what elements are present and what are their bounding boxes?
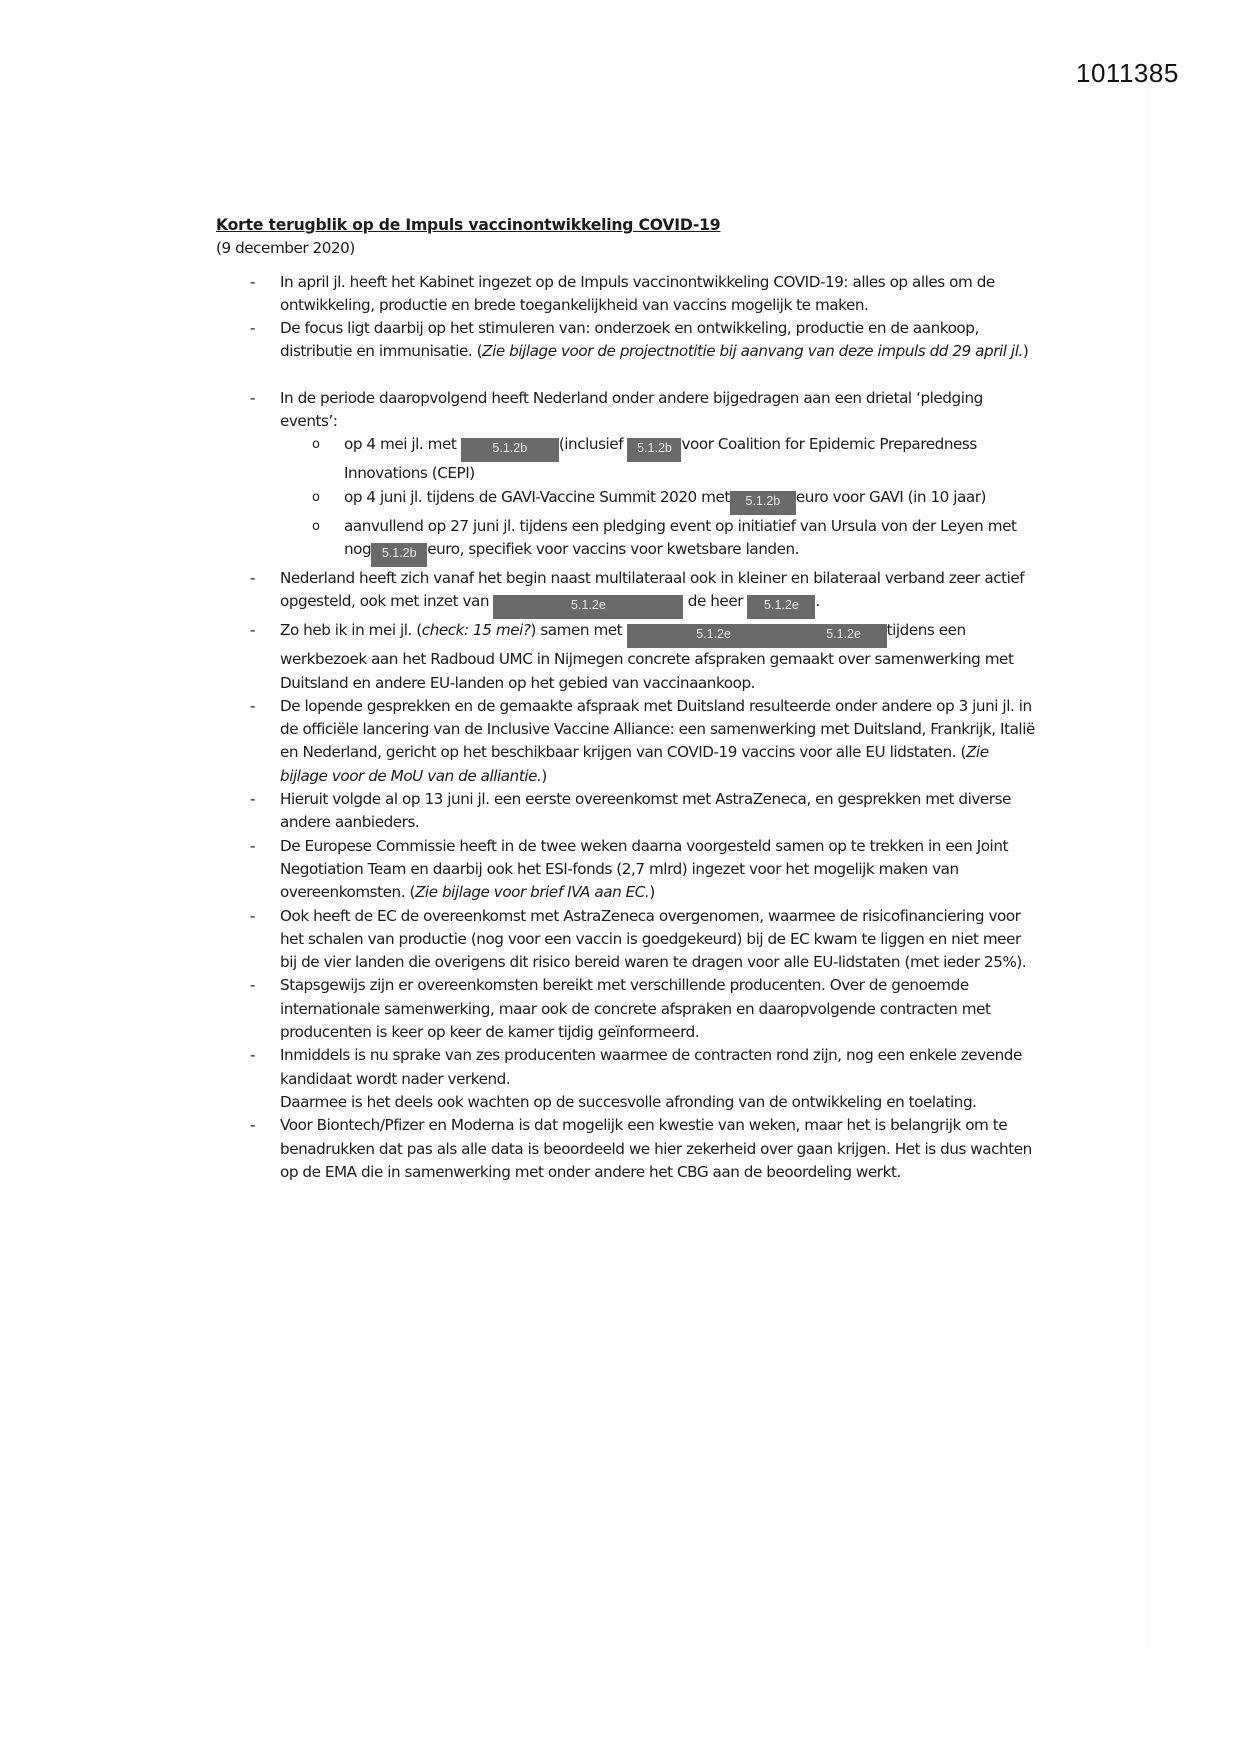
list-item <box>216 835 1036 905</box>
document-title: Korte terugblik op de Impuls vaccinontwikkeling COVID-19 <box>216 216 721 234</box>
list-item-text: de heer <box>683 592 748 611</box>
list-item <box>216 974 1036 1044</box>
list-item-text: Nederland heeft zich vanaf het begin naast multilateraal ook in kleiner en bilateraal verband zeer actief opgesteld, ook met inzet van <box>280 568 1025 611</box>
redaction-box: 5.1.2b <box>461 438 559 462</box>
sub-bullet-list <box>280 433 1036 567</box>
sub-item-text: voor Coalition for Epidemic Preparedness Innovations (CEPI) <box>344 435 977 483</box>
redaction-box: 5.1.2e <box>801 624 887 648</box>
list-item <box>216 317 1036 364</box>
redaction-box: 5.1.2b <box>371 543 427 567</box>
list-item-text: ) samen met <box>530 621 627 640</box>
redaction-box: 5.1.2b <box>730 491 796 515</box>
bullet-dash: - <box>250 790 256 809</box>
list-item <box>216 1114 1036 1184</box>
list-item <box>216 905 1036 975</box>
bullet-dash: - <box>250 696 256 715</box>
bullet-dash: - <box>250 319 256 338</box>
bullet-dash: - <box>250 568 256 587</box>
list-item-text: Zo heb ik in mei jl. ( <box>280 621 422 640</box>
attachment-note: Zie bijlage voor brief IVA aan EC. <box>414 883 650 902</box>
list-item-text: Stapsgewijs zijn er overeenkomsten bereikt met verschillende producenten. Over de genoemde internationale samenwerking, maar ook de concrete afspraken en daaropvolgende contracten met producenten is keer op keer de kamer tijdig geïnformeerd. <box>280 976 991 1042</box>
list-item <box>216 271 1036 318</box>
redaction-box: 5.1.2e <box>493 595 683 619</box>
list-item-continuation: Daarmee is het deels ook wachten op de succesvolle afronding van de ontwikkeling en toelating. <box>280 1092 977 1111</box>
list-item-text-end: ) <box>541 766 547 785</box>
sub-list-item <box>216 486 1036 515</box>
list-item-text: De Europese Commissie heeft in de twee weken daarna voorgesteld samen op te trekken in een Joint Negotiation Team en daarbij ook het ESI-fonds (2,7 mlrd) ingezet voor het mogelijk maken van overeenkomsten. ( <box>280 836 1009 902</box>
redaction-box: 5.1.2e <box>747 595 815 619</box>
list-item-text: De lopende gesprekken en de gemaakte afspraak met Duitsland resulteerde onder andere op 3 juni jl. in de officiële lancering van de Inclusive Vaccine Alliance: een samenwerking met Duitsland, Frankrijk, Italië en Nederland, gericht op het beschikbaar krijgen van COVID-19 vaccins voor alle EU lidstaten. ( <box>280 696 1035 762</box>
document-body <box>216 214 1036 1184</box>
redaction-box: 5.1.2e <box>627 624 801 648</box>
list-item-text: In de periode daaropvolgend heeft Nederland onder andere bijgedragen aan een drietal ‘pledging events’: <box>280 388 983 431</box>
bullet-dash: - <box>250 621 256 640</box>
list-item <box>216 387 1036 567</box>
bullet-dash: - <box>250 836 256 855</box>
list-item <box>216 567 1036 619</box>
list-item-text-end: ) <box>1022 342 1029 361</box>
sub-item-text: aanvullend op 27 juni jl. tijdens een pledging event op initiatief van Ursula von der Leyen met nog <box>344 516 1017 558</box>
list-item-text: Ook heeft de EC de overeenkomst met AstraZeneca overgenomen, waarmee de risicofinanciering voor het schalen van productie (nog voor een vaccin is goedgekeurd) bij de EC kwam te liggen en niet meer bij de vier landen die overigens dit risico bereid waren te dragen voor alle EU-lidstaten (met ieder 25%). <box>280 906 1027 972</box>
list-item-text: . <box>815 592 820 611</box>
sub-item-text: euro, specifiek voor vaccins voor kwetsbare landen. <box>427 539 800 558</box>
sub-item-text: op 4 mei jl. met <box>344 435 461 454</box>
sub-item-text: (inclusief <box>558 435 628 454</box>
list-item <box>216 788 1036 835</box>
bullet-dash: - <box>250 272 256 291</box>
list-item-text: Hieruit volgde al op 13 juni jl. een eerste overeenkomst met AstraZeneca, en gesprekken met diverse andere aanbieders. <box>280 790 1011 832</box>
sub-bullet-circle: o <box>312 489 320 505</box>
list-item-text: De focus ligt daarbij op het stimuleren van: onderzoek en ontwikkeling, productie en de aankoop, distributie en immunisatie. ( <box>280 319 979 361</box>
list-item-text: tijdens een werkbezoek aan het Radboud UMC in Nijmegen concrete afspraken gemaakt over samenwerking met Duitsland en andere EU-landen op het gebied van vaccinaankoop. <box>280 621 1014 692</box>
bullet-dash: - <box>250 906 256 925</box>
redaction-box: 5.1.2b <box>627 438 681 462</box>
inline-note: check: 15 mei? <box>421 621 531 640</box>
sub-list-item <box>216 433 1036 485</box>
bullet-dash: - <box>250 976 256 995</box>
bullet-list <box>216 271 1036 1185</box>
attachment-note: Zie bijlage voor de projectnotitie bij aanvang van deze impuls dd 29 april jl. <box>482 342 1023 361</box>
attachment-note: Zie bijlage voor de MoU van de alliantie. <box>280 743 989 785</box>
sub-item-text: op 4 juni jl. tijdens de GAVI-Vaccine Summit 2020 met <box>344 487 730 506</box>
list-item-text-end: ) <box>649 883 655 902</box>
sub-bullet-circle: o <box>312 437 320 453</box>
sub-bullet-circle: o <box>312 518 320 534</box>
document-date: (9 december 2020) <box>216 239 355 258</box>
sub-list-item <box>216 515 1036 567</box>
bullet-dash: - <box>250 1046 256 1065</box>
list-item-text: Inmiddels is nu sprake van zes producenten waarmee de contracten rond zijn, nog een enkele zevende kandidaat wordt nader verkend. <box>280 1046 1022 1088</box>
bullet-dash: - <box>250 1116 256 1135</box>
list-item <box>216 619 1036 695</box>
bullet-dash: - <box>250 388 256 407</box>
document-id-number: 1011385 <box>1076 58 1179 88</box>
list-item <box>216 1044 1036 1114</box>
sub-item-text: euro voor GAVI (in 10 jaar) <box>795 487 987 506</box>
list-item-text: Voor Biontech/Pfizer en Moderna is dat mogelijk een kwestie van weken, maar het is belangrijk om te benadrukken dat pas als alle data is beoordeeld we hier zekerheid over gaan krijgen. Het is dus wachten op de EMA die in samenwerking met onder andere het CBG aan de beoordeling werkt. <box>280 1116 1032 1181</box>
list-item <box>216 695 1036 788</box>
list-item-text: In april jl. heeft het Kabinet ingezet op de Impuls vaccinontwikkeling COVID-19: alles op alles om de ontwikkeling, productie en brede toegankelijkheid van vaccins mogelijk te maken. <box>280 272 995 314</box>
